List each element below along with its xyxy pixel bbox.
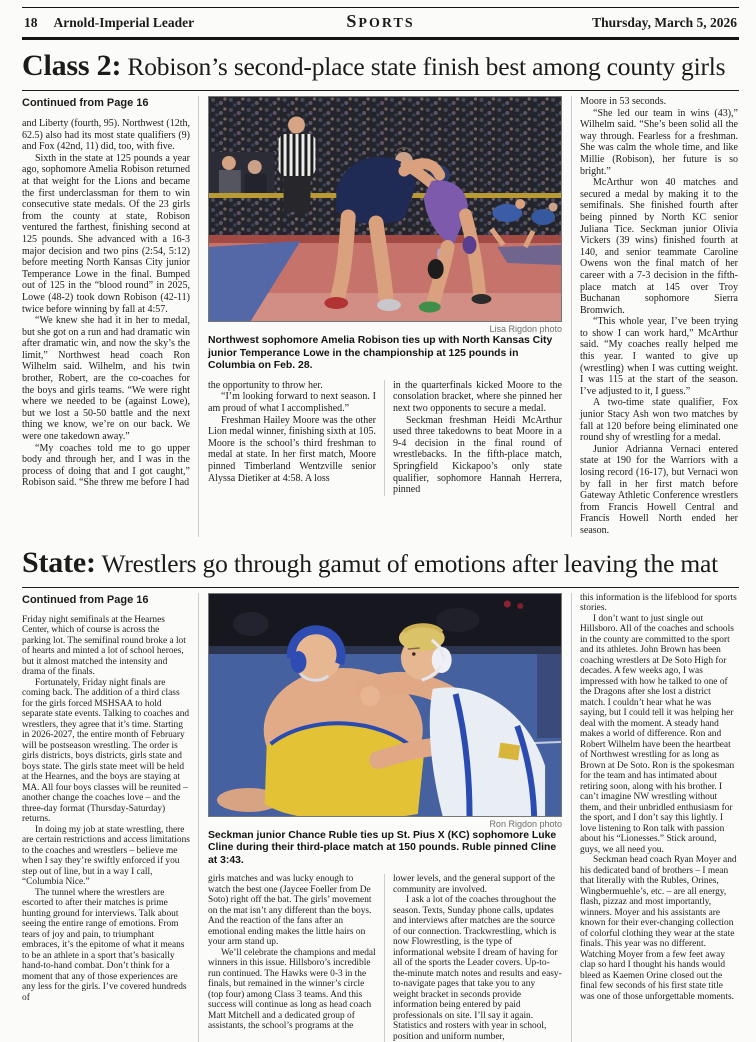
body-paragraph: “We knew she had it in her to medal, but she got on a run and had dramatic win after dramatic win, and now the sky’s the limit,” Northwest head coach Ron Wilhelm said. Wilhelm, and his twin brother, Robert, are the co-coaches for the boys and girls teams. “We were right where we needed to be (against Lowe), but we lost a 50-50 battle and the next thing we know, we’re on our back. We were one takedown away.” [22, 315, 191, 443]
headline-rule [22, 90, 739, 91]
body-paragraph: I ask a lot of the coaches throughout the season. Texts, Sunday phone calls, updates and interviews after matches are the source of our connection. Trackwrestling, which is now Flowrestling, is the type of informational website I dream of having for all of the sports the Leader covers. Up-to-the-minute match notes and results and easy-to-navigate pages that take you to any weight bracket in seconds provide information being entered by paid professionals on site. I’ll say it again. Statistics and rosters with year in school, position and uniform number, [393, 895, 562, 1042]
body-paragraph: “I’m looking forward to next season. I am proud of what I accomplished.” [208, 391, 376, 414]
body-paragraph: the opportunity to throw her. [208, 379, 323, 391]
body-paragraph: In doing my job at state wrestling, there are certain restrictions and access limitations to the coaches and wrestlers – believe me when I say they’re swiftly enforced if you step out of line, but in a way I call, “Columbia Nice.” [22, 824, 190, 888]
article2-photo-credit: Ron Rigdon photo [489, 818, 562, 829]
wrestlers-tieup-illustration [209, 594, 561, 816]
article2-kicker: State: [22, 545, 96, 579]
article-state [22, 546, 739, 1042]
article2-headline [22, 546, 739, 580]
body-paragraph: Seckman head coach Ryan Moyer and his dedicated band of brothers – I mean that literally with the Rubles, Orines, Wingbermuehle’s, etc. – are all energy, flash, pizzaz and most importantly, winners. Moyer and his assistants are known for their ever-changing collection of colorful clothing they wear at the state finals. This year was no different. Watching Moyer from a few feet away clap so hard I thought his hands would bleed as Kaemen Orine closed out the final few seconds of his first state title was one of those unforgettable moments. [580, 855, 737, 1002]
body-paragraph: “She led our team in wins (43),” Wilhelm said. “She’s been solid all the way through. Fearless for a freshman. She was calm the whole time, and like Millie (Robison), her future is so bright.” [580, 107, 738, 177]
page-header [22, 7, 739, 40]
page-date: Thursday, March 5, 2026 [592, 15, 738, 30]
body-paragraph: A two-time state qualifier, Fox junior Stacy Ash won two matches by fall at 120 before being eliminated one round shy of wrestling for a medal. [580, 397, 738, 444]
page-number: 18 [24, 15, 38, 30]
article2-headline-text: Wrestlers go through gamut of emotions after leaving the mat [95, 548, 719, 578]
article1-photo-caption: Northwest sophomore Amelia Robison ties up with North Kansas City junior Temperance Lowe in the championship at 125 pounds in Columbia on Feb. 28. [208, 335, 553, 372]
body-paragraph: We’ll celebrate the champions and medal winners in this issue. Hillsboro’s incredible run continued. The Hawks were 0-3 in the finals, but remained in the winner’s circle (top four) among Class 3 teams. And this success will continue as long as head coach Matt Mitchell and a dedicated group of assistants, the school’s programs at the [208, 947, 376, 1032]
body-paragraph: “This whole year, I’ve been trying to show I can work hard,” McArthur said. “My coaches really helped me this year. I wanted to give up (wrestling) when I was cutting weight. I was 115 at the start of the season. I’ve adjusted to it, I guess.” [580, 316, 738, 397]
body-paragraph: McArthur won 40 matches and secured a medal by making it to the semifinals. She finished fourth after being pinned by North KC senior Juliana Tice. Seckman junior Olivia Vickers (39 wins) finished fourth at 140, and senior teammate Caroline Owens won the final match of her career with a 7-3 decision in the fifth-place match at 145 over Troy Buchanan sophomore Sierra Bromwich. [580, 177, 738, 316]
article2-col1-text [22, 615, 190, 1004]
body-paragraph: girls matches and was lucky enough to watch the best one (Jaycee Foeller from De Soto) right off the bat. The girls’ movement on the mat isn’t any different than the boys. And the reaction of the fans after an emotional ending makes the little hairs on your arm stand up. [208, 874, 372, 948]
section-title: SPORTS [346, 11, 415, 31]
article2-col1 [22, 593, 199, 1042]
article1-col2-text [208, 380, 385, 496]
body-paragraph: lower levels, and the general support of the community are involved. [393, 874, 555, 895]
body-paragraph: Moore in 53 seconds. [580, 96, 667, 107]
body-paragraph: this information is the lifeblood for sports stories. [580, 592, 737, 614]
headline-rule [22, 587, 739, 588]
continued-from-label: Continued from Page 16 [22, 97, 149, 109]
body-paragraph: The tunnel where the wrestlers are escorted to after their matches is prime hunting ground for interviews. Talk about seeing the entire range of emotions. From tears of joy and pain, to triumphant embraces, it’s the epitome of what it means to be an athlete in a sport that’s basically hand-to-hand combat. Don’t think for a moment that any of those experiences are any less for the girls. I’ve covered hundreds of [22, 887, 187, 1003]
body-paragraph: “My coaches told me to go upper body and through her, and I was in the process of doing that and I got caught,” Robison said. “She threw me before I had [22, 442, 190, 489]
article2-col2-text [208, 874, 385, 1042]
article1-photo-block [199, 96, 571, 537]
body-paragraph: Friday night semifinals at the Hearnes Center, which of course is across the parking lot. The semifinal round broke a lot of hearts and minted a lot of school heroes, but it almost matched the intensity and drama of the finals. [22, 614, 186, 678]
article2-photo [208, 593, 562, 817]
article2-photo-caption: Seckman junior Chance Ruble ties up St. Pius X (KC) sophomore Luke Cline during their third-place match at 150 pounds. Ruble pinned Cline at 3:43. [208, 829, 557, 866]
article2-col4 [571, 593, 738, 1042]
article1-headline [22, 49, 739, 83]
article1-col4-text [580, 96, 738, 537]
body-paragraph: Freshman Hailey Moore was the other Lion medal winner, finishing sixth at 105. Moore is the school’s third freshman to medal at state. In her first match, Moore pinned Timberland Wentzville senior Alyssa Dietiker at 4:58. A loss [208, 414, 376, 484]
body-paragraph: Fortunately, Friday night finals are coming back. The addition of a third class for the girls forced MSHSAA to hold separate state events. Talking to coaches and wrestlers, they agree that it’s time. Starting in 2026-2027, the entire month of February will be postseason wrestling. The order is girls districts, boys districts, girls state and boys state. The girls state meet will be held at the Hearnes, and the boys are staying at MA. All four boys classes will be reunited – another change the coaches love – and the three-day format (Thursday-Saturday) returns. [22, 677, 190, 825]
body-paragraph: Seckman freshman Heidi McArthur used three takedowns to beat Moore in a 9-4 decision in the final round of wrestlebacks. In the fifth-place match, Springfield Kickapoo’s only state qualifier, sophomore Hannah Herrera, pinned [393, 414, 562, 496]
article1-headline-text: Robison’s second-place state finish best among county girls [121, 52, 726, 81]
article1-kicker: Class 2: [22, 49, 122, 82]
body-paragraph: Sixth in the state at 125 pounds a year ago, sophomore Amelia Robison returned at that weight for the Lions and became the first underclassman for them to win consecutive state medals. Of the 23 girls from the county at state, Robison ventured the farthest, finishing second at 125 pounds. She advanced with a 16-3 major decision and two pins (2:54, 5:12) before meeting North Kansas City junior Temperance Lowe in the final. Bumped out of 125 in the “blood round” in 2025, Lowe (48-2) took down Robison (42-11) twice before winning by fall at 4:57. [22, 152, 190, 315]
body-paragraph: and Liberty (fourth, 95). Northwest (12th, 62.5) also had its most state qualifiers (9) and Fox (42nd, 11) did, too, with five. [22, 118, 190, 153]
article2-photo-block [199, 593, 571, 1042]
body-paragraph: I don’t want to just single out Hillsboro. All of the coaches and schools in the county are committed to the sport and its athletes. John Brown has been coaching wrestlers at De Soto High for decades. A few weeks ago, I was impressed with how he talked to one of the Dragons after she lost a district match. I couldn’t hear what he was saying, but I could tell it was helping her deal with the moment. A steady hand makes a world of difference. Ron and Robert Wilhelm have been the heartbeat of Northwest wrestling for as long as Brown at De Soto. Ron is the spokesman for the team and has intimated about retiring soon, along with his brother. I can’t imagine NW wrestling without them, and their unbridled enthusiasm for the sport, and I don’t say this lightly. I love listening to Ron talk with passion about his “Lionesses.” Stick around, guys, we all need you. [580, 613, 735, 855]
article1-col3-text [385, 380, 562, 496]
article1-col1 [22, 96, 199, 537]
wrestling-match-illustration [209, 97, 561, 321]
article2-col4-text [580, 593, 738, 1003]
article2-col3-text [385, 874, 562, 1042]
body-paragraph: in the quarterfinals kicked Moore to the consolation bracket, where she pinned her next two opponents to secure a medal. [393, 379, 562, 414]
article1-col1-text [22, 118, 190, 489]
continued-from-label: Continued from Page 16 [22, 593, 149, 606]
publication-name: Arnold-Imperial Leader [53, 15, 195, 30]
article-class2 [22, 49, 739, 537]
article1-col4 [571, 96, 738, 537]
article1-photo-credit: Lisa Rigdon photo [489, 324, 562, 334]
masthead-left [24, 15, 346, 31]
body-paragraph: Junior Adrianna Vernaci entered state at 190 for the Warriors with a losing record (16-17), but Vernaci won by fall in her first match before Gateway Athletic Conference wrestlers from Francis Howell Central and Francis Howell North ended her season. [580, 443, 738, 536]
article1-photo [208, 96, 562, 322]
